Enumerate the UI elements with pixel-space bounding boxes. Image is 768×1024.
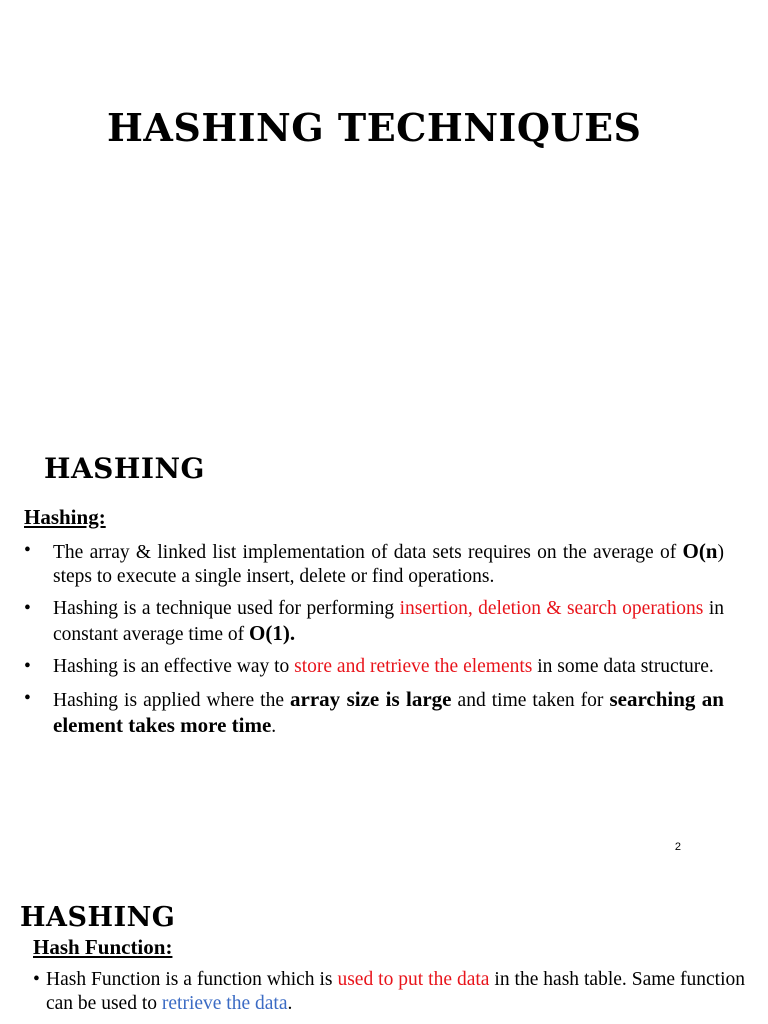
slide-heading: HASHING	[44, 452, 205, 485]
bullet-icon: •	[24, 688, 31, 709]
bullet-text: .	[287, 993, 293, 1014]
bullet-text: in some data structure.	[532, 656, 714, 677]
bullet-text: ) steps to execute a single insert, delete or find operations.	[53, 542, 724, 587]
highlight-text: retrieve the data	[161, 993, 288, 1014]
bullet-item	[24, 597, 724, 647]
bullet-item	[24, 655, 724, 679]
bullet-icon: •	[24, 540, 31, 561]
bullet-text: Hash Function is a function which is	[46, 969, 338, 990]
bullet-text: and time taken for	[451, 690, 610, 711]
bullet-text: .	[271, 716, 277, 737]
emphasis-text: searching an element takes more time	[53, 687, 724, 737]
bullet-text: The array & linked list implementation of data sets requires on the average of	[53, 542, 683, 563]
slide-title-heading: HASHING TECHNIQUES	[107, 105, 642, 150]
bullet-text: in the hash table. Same function can be used to	[46, 969, 746, 1014]
highlight-text: used to put the data	[337, 969, 490, 990]
bullet-icon: •	[24, 656, 31, 677]
complexity-term: O(1).	[249, 621, 296, 645]
bullet-text: Hashing is an effective way to	[53, 656, 295, 677]
section-subheading: Hash Function:	[33, 935, 173, 959]
slide-heading: HASHING	[20, 902, 176, 933]
page-number: 2	[674, 841, 681, 853]
bullet-icon: •	[24, 598, 31, 619]
complexity-term: O(n	[682, 539, 718, 563]
section-subheading: Hashing:	[24, 505, 106, 529]
bullet-list	[24, 539, 724, 747]
emphasis-text: array size is large	[290, 687, 452, 711]
slide-hashing-intro	[0, 430, 768, 860]
bullet-item	[24, 539, 724, 589]
slide-hash-function	[0, 860, 768, 1024]
bullet-list	[33, 968, 745, 1016]
bullet-text: Hashing is applied where the	[53, 690, 291, 711]
bullet-icon: •	[33, 969, 40, 990]
highlight-text: insertion, deletion & search operations	[399, 598, 704, 619]
bullet-item	[24, 687, 724, 739]
bullet-text: Hashing is a technique used for performing	[53, 598, 400, 619]
bullet-item	[33, 968, 745, 1016]
slide-title	[0, 0, 768, 430]
bullet-text: in constant average time of	[53, 598, 724, 645]
highlight-text: store and retrieve the elements	[294, 656, 533, 677]
